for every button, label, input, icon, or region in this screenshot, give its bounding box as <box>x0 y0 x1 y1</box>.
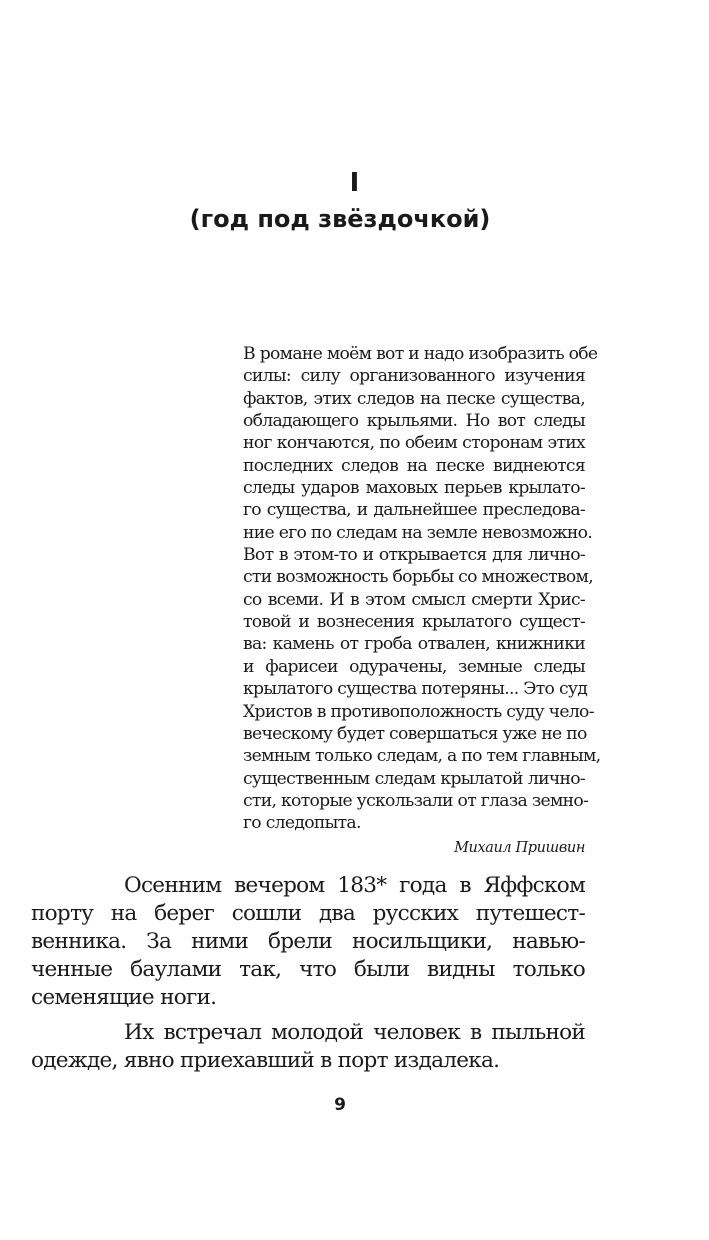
paragraph-line: одежде, явно приехавший в порт издалека. <box>31 1048 500 1073</box>
epigraph-line: обладающего крыльями. Но вот следы <box>243 411 585 432</box>
paragraph-line: Осенним вечером 183* года в Яффском <box>124 873 585 898</box>
paragraph-line: венника. За ними брели носильщики, навью- <box>31 929 585 954</box>
epigraph-line: веческому будет совершаться уже не по <box>243 723 587 744</box>
page-number: 9 <box>334 1095 346 1115</box>
epigraph-line: со всеми. И в этом смысл смерти Хрис- <box>243 589 585 610</box>
epigraph-line: сти, которые ускользали от глаза земно- <box>243 790 589 811</box>
paragraph-line: Их встречал молодой человек в пыльной <box>124 1020 585 1045</box>
epigraph-line: товой и вознесения крылатого сущест- <box>243 612 585 633</box>
body-text <box>31 872 585 1075</box>
epigraph-line: Вот в этом-то и открывается для лично- <box>243 545 585 566</box>
epigraph-line: ние его по следам на земле невозможно. <box>243 522 593 543</box>
epigraph-line: ва: камень от гроба отвален, книжники <box>243 634 585 655</box>
epigraph-line: Христов в противоположность суду чело- <box>243 701 594 722</box>
epigraph-line: сти возможность борьбы со множеством, <box>243 567 593 588</box>
epigraph-line: следы ударов маховых перьев крылато- <box>243 478 585 499</box>
epigraph-line: ног кончаются, по обеим сторонам этих <box>243 433 585 454</box>
paragraph-line: ченные баулами так, что были видны только <box>31 957 585 982</box>
epigraph <box>243 343 601 858</box>
epigraph-line: В романе моём вот и надо изобразить обе <box>243 344 598 364</box>
epigraph-line: го существа, и дальнейшее преследова- <box>243 500 585 521</box>
epigraph-line: существенным следам крылатой лично- <box>243 768 585 789</box>
epigraph-line: фактов, этих следов на песке существа, <box>243 388 585 409</box>
chapter-number: I <box>349 168 360 198</box>
epigraph-author: Михаил Пришвин <box>454 839 585 856</box>
paragraph-line: семенящие ноги. <box>31 985 217 1010</box>
epigraph-line: крылатого существа потеряны... Это суд <box>243 679 588 700</box>
epigraph-line: го следопыта. <box>243 813 361 834</box>
epigraph-line: и фарисеи одурачены, земные следы <box>243 656 585 677</box>
epigraph-line: последних следов на песке виднеются <box>243 455 585 476</box>
paragraph-line: порту на берег сошли два русских путешест- <box>31 901 585 926</box>
chapter-title: (год под звёздочкой) <box>189 205 491 233</box>
epigraph-line: земным только следам, а по тем главным, <box>243 746 601 767</box>
epigraph-line: силы: силу организованного изучения <box>243 366 585 387</box>
